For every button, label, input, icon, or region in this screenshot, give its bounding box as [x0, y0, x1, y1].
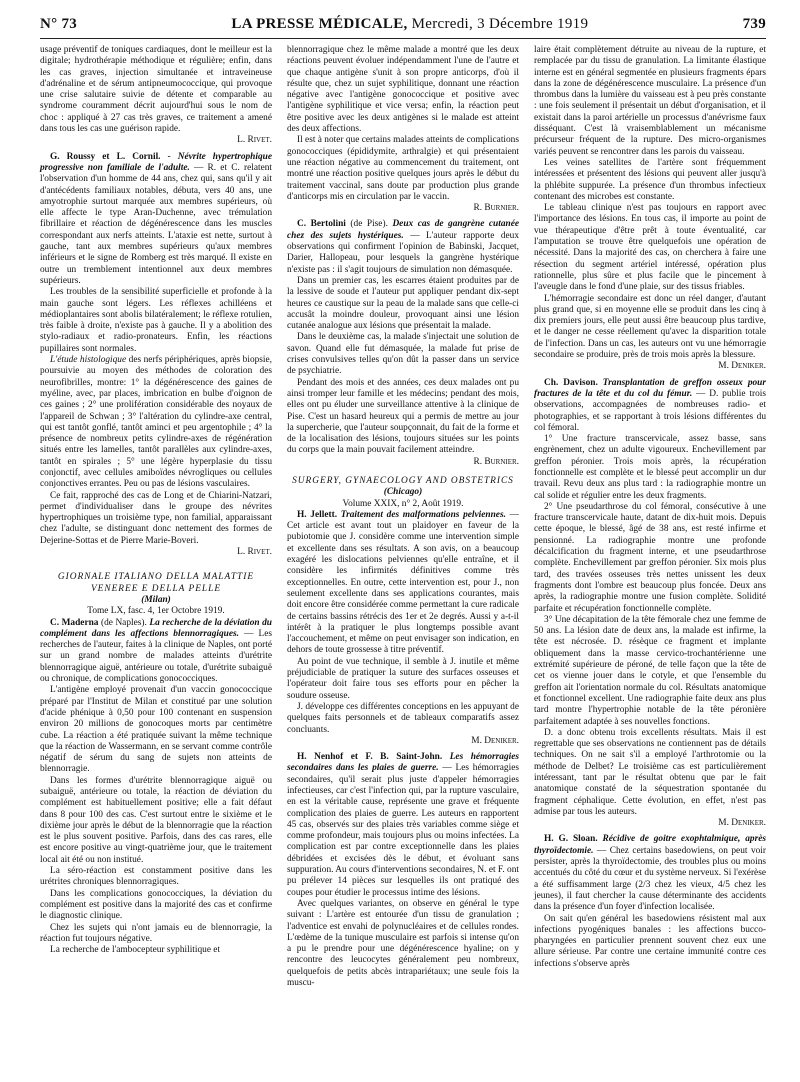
- column-3: [534, 45, 766, 989]
- abstract-maderna: [40, 618, 272, 686]
- paragraph: D. a donc obtenu trois excellents résultats. Mais il est regrettable que ses observations ne contiennent pas de détails techniques. On ne sait s'il a employé l'arthrotomie ou la méthode de Delbet? Le troisième cas est particulièrement intéressant, tant par le résultat obtenu que par le fait anatomique constaté de la séquestration spontanée du fragment céphalique. Cette évolution, en effet, n'est pas admise par tous les auteurs.: [534, 727, 766, 817]
- paragraph-text: — Chez certains basedowiens, on peut voir persister, après la thyroïdectomie, des troubles plus ou moins accentués du côté du cœur et du système nerveux. Si l'exérèse a été suffisamment large (2/3 chez les vieux, 4/5 chez les jeunes), il faut chercher la cause déterminante des accidents dans la présence d'un foyer d'infection localisée.: [534, 845, 766, 913]
- paragraph: usage préventif de toniques cardiaques, dont le meilleur est la digitale; hydrothérapie méthodique et régulière; enfin, dans les cas graves, injection simultanée et intraveineuse d'adrénaline et de sérum antipneumococcique, qui provoque une crise salutaire suivie de détente et comparable au syndrome couramment décrit aujourd'hui sous le nom de choc : appliqué à 27 cas très graves, ce traitement a amené dans tous les cas une guérison rapide.: [40, 45, 272, 135]
- paragraph: L'hémorragie secondaire est donc un réel danger, d'autant plus grand que, si en moyenne elle se produit dans les cinq à dix premiers jours, elle peut aussi être beaucoup plus tardive, et le danger ne cesse réellement qu'avec la disparition totale de l'infection. Dans un cas, les auteurs ont vu une hémorragie secondaire se produire, près de trois mois après la blessure.: [534, 293, 766, 361]
- article-title: - Névrite hypertrophique progressive non familiale de l'adulte.: [40, 151, 272, 173]
- signature: L. Rivet.: [237, 547, 272, 558]
- author: Ch. Davison.: [544, 377, 598, 388]
- journal-section-title: SURGERY, GYNAECOLOGY AND OBSTETRICS: [292, 475, 514, 486]
- paragraph: 2° Une pseudarthrose du col fémoral, consécutive à une fracture transcervicale haute, datant de dix-huit mois. Depuis cette époque, le blessé, âgé de 38 ans, est resté infirme et pensionné. La radiographie montre une profonde décalcification du fragment interne, et une pseudarthrose complète. Enchevillement par greffon péronier. Six mois plus tard, des travées osseuses très nettes unissent les deux fragments dont l'ombre est beaucoup plus foncée. Deux ans après, la radiographie montre une fusion complète. Solidité parfaite et récupération fonctionnelle complète.: [534, 501, 766, 614]
- author: H. Nenhof et F. B. Saint-John.: [297, 752, 443, 763]
- paragraph: Dans un premier cas, les escarres étaient produites par de la lessive de soude et l'auteur put appliquer pendant dix-sept heures ce caustique sur la peau de la malade sans que celle-ci accusât la moindre douleur, provoquant ainsi une lésion cutanée analogue aux lésions que présentait la malade.: [287, 275, 519, 332]
- paragraph: Le tableau clinique n'est pas toujours en rapport avec l'importance des lésions. En tous cas, il importe au point de vue thérapeutique d'être prêt à toute éventualité, car l'amputation se trouve être quelquefois une opération de nécessité. Dans la majorité des cas, on cherchera à faire une résection du segment artériel intéressé, opération plus rationnelle, plus sûre et plus facile que le pincement à l'aveugle dans le fond d'une plaie, sur des tissus friables.: [534, 203, 766, 293]
- page-number-left: N° 73: [40, 16, 78, 32]
- paragraph-text: — Les recherches de l'auteur, faites à la clinique de Naples, ont porté sur un grand nombre de malades atteints d'urétrite blennorragique aiguë, antérieure ou totale, d'urétrite subaiguë ou chronique, de complications gonococciques.: [40, 628, 272, 685]
- paragraph-text: — L'auteur rapporte deux observations qui confirment l'opinion de Babinski, Jacquet, Darier, Hallopeau, pour lesquels la gangrène hystérique n'existe pas : il s'agit toujours de simulation non démasquée.: [287, 230, 520, 275]
- emphasis: L'étude histologique: [50, 355, 127, 366]
- text-columns: [40, 45, 766, 989]
- signature: M. Deniker.: [718, 818, 766, 829]
- paragraph: Dans les formes d'urétrite blennorragique aiguë ou subaiguë, antérieure ou totale, la réaction de déviation du complément est habituellement positive; elle a fait défaut dans 8 pour 100 des cas. C'est surtout entre le sixième et le dixième jour après le début de la blennorragie que la réaction est le plus souvent positive. Parfois, dans des cas rares, elle est encore positive au vingt-quatrième jour, que le traitement local ait été ou non institué.: [40, 775, 272, 865]
- paragraph: Les veines satellites de l'artère sont fréquemment intéressées et présentent des lésions qui peuvent aller jusqu'à la phlébite suppurée. La présence d'un thrombus infectieux contenant des microbes est constante.: [534, 157, 766, 202]
- paragraph-text: — R. et C. relatent l'observation d'un homme de 44 ans, chez qui, sans qu'il y ait d'antécédents familiaux notables, débuta, vers 40 ans, une amyotrophie surtout marquée aux membres supérieurs, où elle affecte le type Aran-Duchenne, avec trémulation fibrillaire et réaction de dégénérescence dans les muscles correspondant aux nerfs atteints. L'ataxie est nette, surtout à gauche, tant aux membres supérieurs qu'aux membres inférieurs et le signe de Romberg est très marqué. Il existe en outre un tremblement intentionnel aux deux membres supérieurs.: [40, 162, 272, 286]
- author: H. G. Sloan.: [544, 834, 598, 845]
- spacer: [40, 558, 272, 572]
- paragraph: [40, 355, 272, 491]
- paragraph: Les troubles de la sensibilité superficielle et profonde à la main gauche sont légers. Les réflexes achilléens et médioplantaires sont abolis bilatéralement; le réflexe rotulien, très faible à droite, n'existe pas à gauche. Il y a abolition des stylo-radiaux et radio-pronateurs. Enfin, les réactions pupillaires sont normales.: [40, 287, 272, 354]
- author: C. Maderna: [50, 617, 99, 628]
- page-header: [40, 16, 766, 39]
- paragraph: La séro-réaction est constamment positive dans les urétrites chroniques blennorragiques.: [40, 866, 272, 888]
- signature: M. Deniker.: [471, 735, 519, 746]
- paragraph: blennorragique chez le même malade a montré que les deux réactions peuvent évoluer indépendamment l'une de l'autre et que chaque antigène s'unit à son propre anticorps, d'où il résulte que, chez un sujet syphilitique, donnant une réaction négative avec l'antigène gonococcique et positive avec l'antigène syphilitique et vice versa; enfin, la réaction peut être positive avec les deux antigènes si le malade est atteint des deux affections.: [287, 45, 519, 135]
- column-2: [287, 45, 519, 989]
- paragraph: J. développe ces différentes conceptions en les appuyant de quelques faits personnels et de tableaux comparatifs assez concluants.: [287, 701, 519, 735]
- paragraph: 1° Une fracture transcervicale, assez basse, sans engrènement, chez un adulte vigoureux. Enchevillement par greffon péronier. Trois mois après, la récupération fonctionnelle est complète et le blessé peut accomplir un dur travail. Revu deux ans plus tard : la radiographie montre un cal solide et régulier entre les deux fragments.: [534, 434, 766, 501]
- paragraph: Ce fait, rapproché des cas de Long et de Chiarini-Natzari, permet d'individualiser dans le groupe des névrites hypertrophiques un troisième type, non familial, apparaissant chez l'adulte, se distinguant donc nettement des formes de Dejerine-Sottas et de Pierre Marie-Boveri.: [40, 490, 272, 546]
- abstract-sloan: [534, 834, 766, 913]
- signature: R. Burnier.: [473, 203, 519, 214]
- article-title: Deux cas de gangrène cutanée chez des sujets hystériques.: [287, 219, 520, 241]
- article-title: Transplantation de greffon osseux pour fractures de la tête et du col du fémur.: [534, 377, 766, 399]
- abstract-roussy-cornil: [40, 152, 272, 288]
- author-origin: (de Naples).: [98, 617, 150, 628]
- paragraph: Dans le deuxième cas, la malade s'injectait une solution de savon. Quand elle fut démasquée, la malade fut prise de crises convulsives telles qu'on dût la passer dans un service de psychiatrie.: [287, 332, 519, 377]
- paragraph: Avec quelques variantes, on observe en général le type suivant : L'artère est entourée d'un tissu de granulation ; l'adventice est envahi de polynucléaires et de cellules rondes. L'œdème de la tunique musculaire est parfois si intense qu'on a pu le prendre pour une dégénérescence hyaline; on y rencontre des leucocytes généralement peu nombreux, quelquefois de petits abcès intrapariétaux; une seule fois la muscu-: [287, 898, 519, 989]
- page-number-right: 739: [742, 16, 766, 32]
- paragraph-text: — D. publie trois observations, accompagnées de nombreuses radio- et photographies, et se rapportant à trois lésions différentes du col fémoral.: [534, 388, 766, 433]
- abstract-bertolini: [287, 219, 519, 275]
- article-title: Récidive de goitre exophtalmique, après thyroïdectomie.: [534, 834, 766, 856]
- spacer: [287, 468, 519, 476]
- author: H. Jellett.: [297, 509, 338, 520]
- paragraph: L'antigène employé provenait d'un vaccin gonococcique préparé par l'Institut de Milan et constitué par une solution d'acide phénique à 0,50 pour 100 contenant en suspension environ 20 millions de gonocoques morts par centimètre cube. La réaction a été pratiquée suivant la même technique que la réaction de Wassermann, en se servant comme contrôle négatif de sérum du sang de sujets non atteints de blennorragie.: [40, 685, 272, 775]
- paragraph: Au point de vue technique, il semble à J. inutile et même préjudiciable de pratiquer la suture des surfaces osseuses et l'opérateur doit faire tous ses efforts pour en pêcher la soudure osseuse.: [287, 656, 519, 701]
- paragraph: Il est à noter que certains malades atteints de complications gonococciques (épididymite, arthralgie) et qui présentaient une réaction négative au commencement du traitement, ont montré une réaction positive quelques jours après le début du traitement vaccinal, sans doute par production plus grande d'anticorps mis en circulation par le vaccin.: [287, 135, 519, 202]
- paragraph: Chez les sujets qui n'ont jamais eu de blennorragie, la réaction fut toujours négative.: [40, 922, 272, 944]
- abstract-nenhof-saint-john: [287, 752, 519, 899]
- paragraph-text: — Cet article est avant tout un plaidoyer en faveur de la pubiotomie que J. considère comme une intervention simple et excellente dans ses résultats. A son avis, on a beaucoup exagéré les dislocations pelviennes qu'elle entraîne, et il considère les infirmités définitives comme très exceptionnelles. En outre, cette intervention est, pour J., non seulement excellente dans ses applications courantes, mais doit encore être considérée comme permettant la cure radicale de certains bassins rétrécis des 1er et 2e degrés. Aussi y a-t-il intérêt à la pratiquer le plus longtemps possible avant l'accouchement, et même on peut envisager son indication, en dehors de toute grossesse à titre préventif.: [287, 509, 519, 656]
- journal-name: LA PRESSE MÉDICALE,: [231, 16, 408, 32]
- article-title: Les hémorragies secondaires dans les plaies de guerre.: [287, 752, 519, 774]
- journal-volume: Volume XXIX, n° 2, Août 1919.: [342, 498, 464, 509]
- journal-city: (Chicago): [383, 487, 423, 498]
- paragraph: Pendant des mois et des années, ces deux malades ont pu ainsi tromper leur famille et les médecins; pendant des mois, elles ont pu éluder une surveillance attentive à la clinique de Pise. C'est un hasard heureux qui a permis de mettre au jour la supercherie, que l'auteur soupçonnait, du fait de la forme et de la localisation des lésions, toujours situées sur les points du corps que la main pouvait facilement atteindre.: [287, 377, 519, 456]
- issue-date: Mercredi, 3 Décembre 1919: [411, 16, 589, 32]
- author: C. Bertolini: [297, 219, 346, 230]
- article-title: Traitement des malformations pelviennes.: [337, 509, 506, 520]
- running-title: [231, 16, 588, 33]
- journal-volume: Tome LX, fasc. 4, 1er Octobre 1919.: [87, 606, 225, 617]
- paragraph-text: des nerfs périphériques, après biopsie, poursuivie au moyen des méthodes de coloration des neurofibrilles, montre: 1° la dégénérescence des gaines de myéline, avec, par places, imbrication en bulbe d'oignon de ces gaines ; 2° une prolifération considérable des noyaux de l'appareil de Schwan ; 3° l'altération du cylindre-axe central, qui est tantôt gonflé, tantôt aminci et peu argentophile ; 4° la présence de nombreux petits cylindre-axes de régénération situés entre les lamelles, tantôt parallèles aux cylindre-axes, tantôt en spirales ; 5° une légère hyperplasie du tissu conjonctif, avec cellules amiboïdes névrogliques ou cellules conjonctives errantes. Peu ou pas de lésions vasculaires.: [40, 355, 273, 490]
- signature: R. Burnier.: [473, 456, 519, 467]
- paragraph: Dans les complications gonococciques, la déviation du complément est positive dans la majorité des cas et confirme le diagnostic clinique.: [40, 888, 272, 922]
- abstract-davison: [534, 378, 766, 434]
- column-1: [40, 45, 272, 989]
- signature: M. Deniker.: [718, 361, 766, 372]
- article-title: La recherche de la déviation du complément dans les affections blennorragiques.: [40, 617, 272, 639]
- paragraph: La recherche de l'ambocepteur syphilitique et: [50, 945, 221, 956]
- journal-city: (Milan): [141, 594, 171, 605]
- abstract-jellett: [287, 510, 519, 657]
- paragraph-text: — Les hémorragies secondaires, qu'il serait plus juste d'appeler hémorragies infectieuses, car c'est l'infection qui, par la rupture vasculaire, en est la véritable cause, représente une grave et fréquente complication des plaies de guerre. Les auteurs en rapportent 45 cas, observés sur des plaies très variables comme siège et comme profondeur, mais toujours plus ou moins infectées. La complication est par contre exceptionnelle dans les plaies débridées et excisées dès le début, et évoluant sans suppuration. Au cours d'interventions secondaires, N. et F. ont pu prélever 14 pièces sur lesquelles ils ont pratiqué des coupes pour étudier le processus intime des lésions.: [287, 763, 519, 898]
- paragraph: 3° Une décapitation de la tête fémorale chez une femme de 50 ans. La lésion date de deux ans, la malade est infirme, la tête est nécrosée. D. résèque ce fragment et implante obliquement dans la masse cervico-trochantérienne une extrémité supérieure de péroné, de telle façon que la tête de cet os vienne jouer dans le cotyle, et que l'ensemble du greffon ait l'orientation normale du col. Résultats anatomique et fonctionnel excellent. Une radiographie faite deux ans plus tard montre l'hypertrophie notable de la tête péronière parfaitement adaptée à ses nouvelles fonctions.: [534, 614, 766, 727]
- author: G. Roussy et L. Cornil.: [50, 151, 161, 162]
- paragraph: On sait qu'en général les basedowiens résistent mal aux infections pyogéniques banales : les affections bucco-pharyngées en particulier prennent souvent chez eux une allure sérieuse. Par contre une certaine immunité contre ces infections s'observe après: [534, 913, 766, 969]
- author-origin: (de Pise).: [345, 219, 393, 230]
- paragraph: laire était complètement détruite au niveau de la rupture, et remplacée par du tissu de granulation. La limitante élastique interne est en général segmentée en plusieurs fragments épars dans la zone de dégénérescence musculaire. La présence d'un thrombus dans la lumière du vaisseau est à peu près constante : une fois seulement il présentait un début d'organisation, et il existait dans la paroi artérielle un processus d'anévrisme faux disséquant. C'est là vraisemblablement un mécanisme précurseur fréquent de la rupture. Des micro-organismes variés peuvent se rencontrer dans les parois du vaisseau.: [534, 45, 766, 157]
- journal-section-title: GIORNALE ITALIANO DELLA MALATTIE VENEREE E DELLA PELLE: [57, 572, 255, 594]
- signature: L. Rivet.: [237, 135, 272, 146]
